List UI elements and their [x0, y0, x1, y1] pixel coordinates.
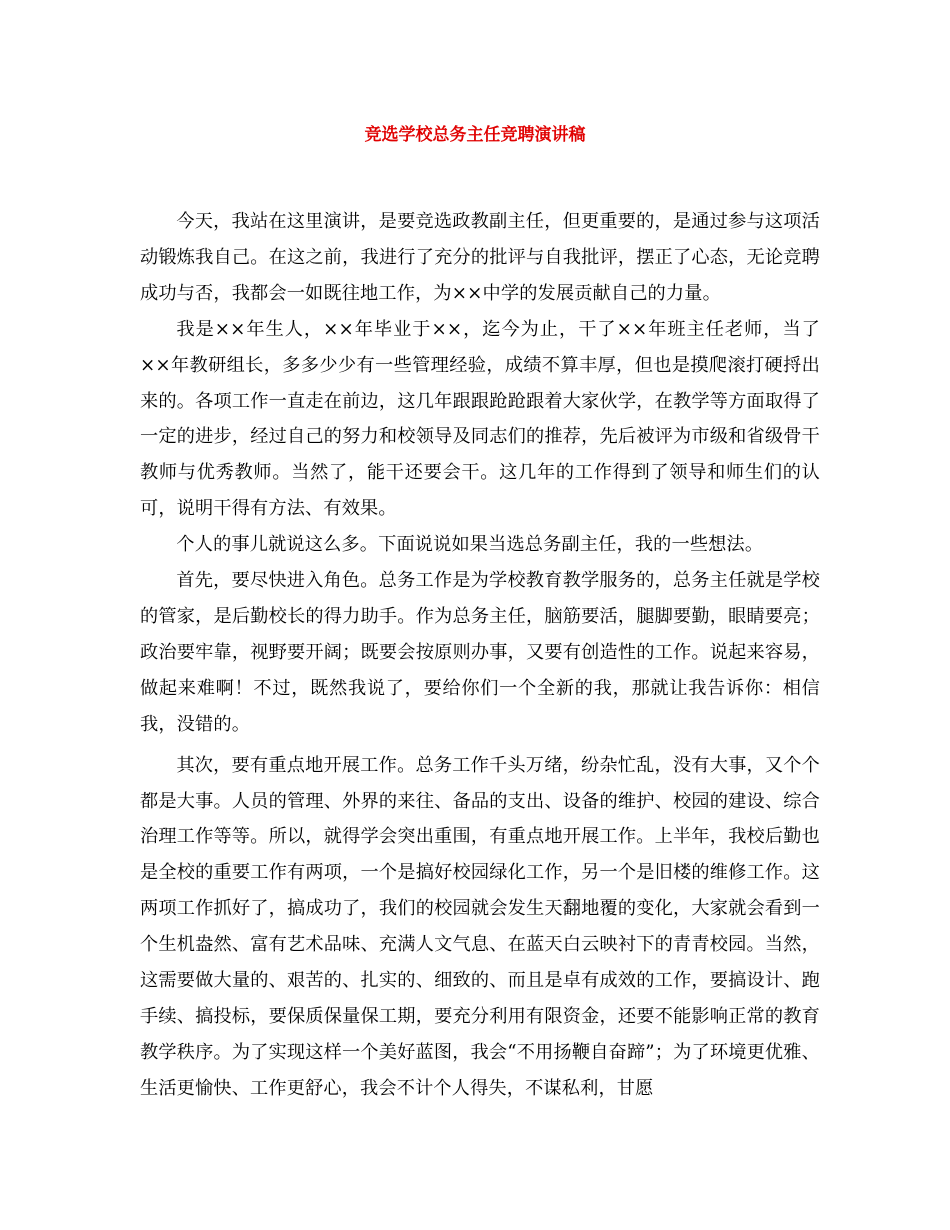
document-title: 竞选学校总务主任竞聘演讲稿 [364, 125, 586, 145]
paragraph-first-point: 首先，要尽快进入角色。总务工作是为学校教育教学服务的，总务主任就是学校的管家，是后勤校长的得力助手。作为总务主任，脑筋要活，腿脚要勤，眼睛要亮；政治要牢靠，视野要开阔；既要会按原则办事，又要有创造性的工作。说起来容易，做起来难啊！不过，既然我说了，要给你们一个全新的我，那就让我告诉你：相信我，没错的。 [140, 570, 820, 735]
document-body [140, 204, 820, 1107]
paragraph-background: 我是××年生人，××年毕业于××，迄今为止，干了××年班主任老师，当了××年教研组长，多多少少有一些管理经验，成绩不算丰厚，但也是摸爬滚打硬捋出来的。各项工作一直走在前边，这几年跟跟跄跄跟着大家伙学，在教学等方面取得了一定的进步，经过自己的努力和校领导及同志们的推荐，先后被评为市级和省级骨干教师与优秀教师。当然了，能干还要会干。这几年的工作得到了领导和师生们的认可，说明干得有方法、有效果。 [140, 318, 820, 520]
paragraph-transition: 个人的事儿就说这么多。下面说说如果当选总务副主任，我的一些想法。 [176, 534, 764, 556]
paragraph-second-point: 其次，要有重点地开展工作。总务工作千头万绪，纷杂忙乱，没有大事，又个个都是大事。人员的管理、外界的来往、备品的支出、设备的维护、校园的建设、综合治理工作等等。所以，就得学会突出重围，有重点地开展工作。上半年，我校后勤也是全校的重要工作有两项，一个是搞好校园绿化工作，另一个是旧楼的维修工作。这两项工作抓好了，搞成功了，我们的校园就会发生天翻地覆的变化，大家就会看到一个生机盎然、富有艺术品味、充满人文气息、在蓝天白云映衬下的青青校园。当然，这需要做大量的、艰苦的、扎实的、细致的、而且是卓有成效的工作，要搞设计、跑手续、搞投标，要保质保量保工期，要充分利用有限资金，还要不能影响正常的教育教学秩序。为了实现这样一个美好蓝图，我会“不用扬鞭自奋蹄”；为了环境更优雅、生活更愉快、工作更舒心，我会不计个人得失，不谋私利，甘愿 [140, 754, 820, 1099]
paragraph-intro: 今天，我站在这里演讲，是要竞选政教副主任，但更重要的，是通过参与这项活动锻炼我自己。在这之前，我进行了充分的批评与自我批评，摆正了心态，无论竞聘成功与否，我都会一如既往地工作，为××中学的发展贡献自己的力量。 [140, 211, 820, 304]
